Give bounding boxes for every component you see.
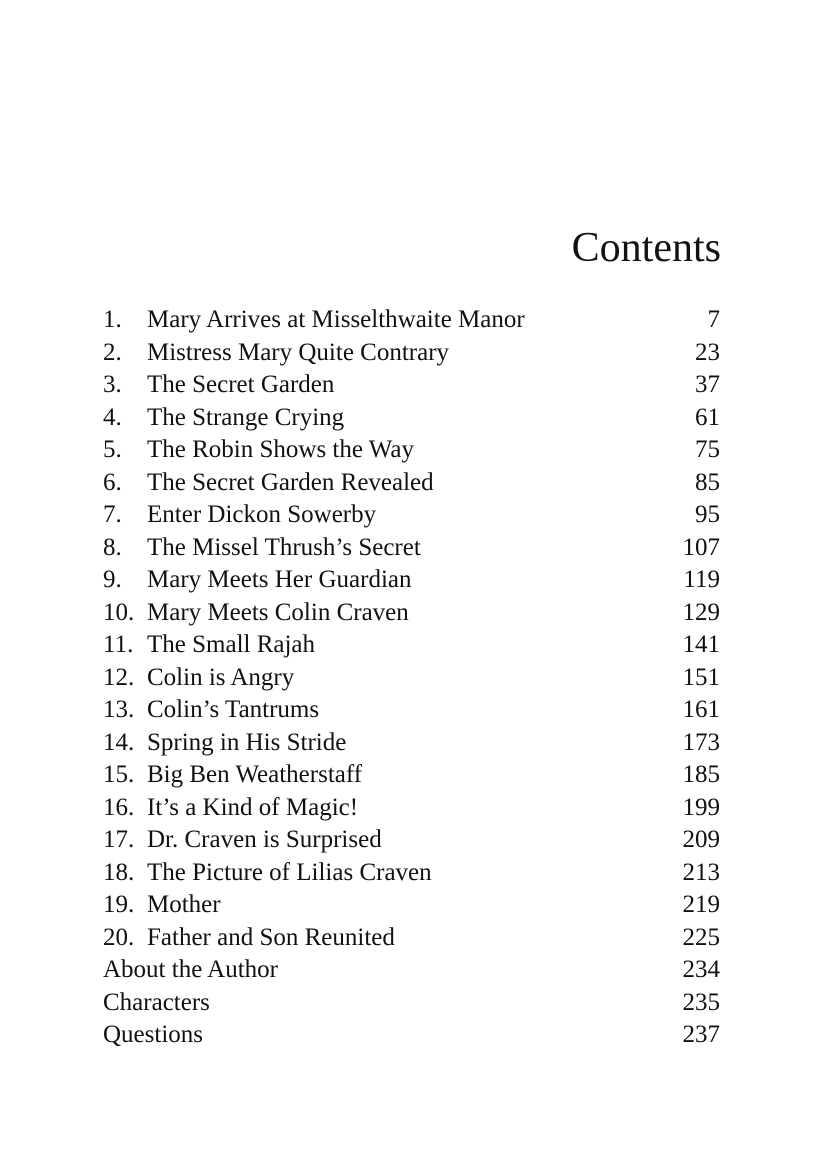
toc-entry-number: 11. [103,631,134,658]
toc-entry-title: It’s a Kind of Magic! [147,793,359,821]
toc-entry-page-number: 173 [682,728,720,756]
toc-entry-number: 17. [103,826,135,853]
toc-entry[interactable] [103,759,720,792]
toc-entry-number: 6. [103,468,122,496]
toc-entry-number: 14. [103,728,135,756]
toc-entry[interactable] [103,402,720,435]
toc-entry[interactable] [103,532,720,565]
toc-entry-number: 5. [103,436,122,463]
toc-entry-page-number: 234 [682,956,720,983]
toc-entry-title: About the Author [103,956,278,983]
toc-entry-title: Mistress Mary Quite Contrary [147,338,450,366]
toc-entry[interactable] [103,792,720,825]
toc-entry-number: 7. [103,501,122,528]
toc-entry-page-number: 141 [682,631,720,658]
toc-entry[interactable] [103,304,720,337]
toc-entry-page-number: 119 [683,566,720,593]
toc-entry-page-number: 7 [707,306,720,333]
toc-entry[interactable] [103,1019,720,1052]
toc-entry[interactable] [103,922,720,955]
toc-entry-page-number: 37 [695,371,720,398]
toc-entry[interactable] [103,434,720,467]
toc-entry-title: The Secret Garden Revealed [147,468,434,496]
toc-entry-page-number: 85 [695,468,720,496]
toc-entry[interactable] [103,499,720,532]
toc-entry[interactable] [103,694,720,727]
toc-entry[interactable] [103,954,720,987]
toc-entry-number: 13. [103,696,135,723]
toc-entry-title: Colin’s Tantrums [147,696,320,723]
toc-entry[interactable] [103,337,720,370]
toc-entry[interactable] [103,857,720,890]
toc-entry-title: The Picture of Lilias Craven [147,858,432,886]
toc-entry-title: Father and Son Reunited [147,923,395,951]
toc-entry-title: Mary Meets Colin Craven [147,598,409,626]
toc-entry-title: Big Ben Weatherstaff [147,761,363,788]
toc-entry-title: The Secret Garden [147,371,335,398]
toc-entry-page-number: 225 [682,923,720,951]
toc-entry[interactable] [103,597,720,630]
table-of-contents [103,304,720,1052]
toc-entry[interactable] [103,727,720,760]
toc-entry-number: 19. [103,891,135,918]
toc-entry-page-number: 61 [695,403,720,431]
toc-entry-number: 4. [103,403,122,431]
toc-entry-number: 8. [103,533,122,561]
toc-entry-title: Enter Dickon Sowerby [147,501,377,528]
toc-entry-number: 16. [103,793,135,821]
toc-entry-title: Questions [103,1021,203,1048]
toc-entry-page-number: 213 [682,858,720,886]
toc-entry-number: 1. [103,306,122,333]
toc-entry[interactable] [103,662,720,695]
toc-entry-page-number: 235 [682,988,720,1016]
toc-entry-page-number: 95 [695,501,720,528]
toc-entry-page-number: 23 [695,338,720,366]
toc-entry-page-number: 107 [682,533,720,561]
toc-entry[interactable] [103,629,720,662]
toc-entry-number: 2. [103,338,122,366]
page-title: Contents [571,225,721,271]
toc-entry-title: The Missel Thrush’s Secret [147,533,421,561]
toc-entry[interactable] [103,467,720,500]
toc-entry[interactable] [103,889,720,922]
toc-entry-page-number: 219 [682,891,720,918]
toc-entry[interactable] [103,824,720,857]
toc-entry-title: Mary Meets Her Guardian [147,566,412,593]
toc-entry-number: 3. [103,371,122,398]
toc-entry-title: Mary Arrives at Misselthwaite Manor [147,306,525,333]
toc-entry-number: 18. [103,858,135,886]
toc-entry-page-number: 185 [682,761,720,788]
toc-entry-page-number: 161 [682,696,720,723]
toc-entry-page-number: 199 [682,793,720,821]
toc-entry-number: 12. [103,663,135,691]
toc-entry-number: 15. [103,761,135,788]
toc-entry-number: 10. [103,598,135,626]
toc-entry-number: 9. [103,566,122,593]
toc-entry-page-number: 237 [682,1021,720,1048]
toc-entry-title: The Strange Crying [147,403,345,431]
toc-entry[interactable] [103,564,720,597]
toc-entry-title: Colin is Angry [147,663,295,691]
toc-entry[interactable] [103,987,720,1020]
toc-entry-title: The Robin Shows the Way [147,436,414,463]
toc-entry[interactable] [103,369,720,402]
toc-entry-title: The Small Rajah [147,631,316,658]
toc-entry-number: 20. [103,923,135,951]
toc-entry-page-number: 129 [682,598,720,626]
toc-entry-page-number: 75 [695,436,720,463]
toc-entry-page-number: 151 [682,663,720,691]
toc-entry-title: Characters [103,988,210,1016]
toc-entry-page-number: 209 [682,826,720,853]
toc-entry-title: Dr. Craven is Surprised [147,826,382,853]
toc-entry-title: Mother [147,891,221,918]
toc-entry-title: Spring in His Stride [147,728,347,756]
